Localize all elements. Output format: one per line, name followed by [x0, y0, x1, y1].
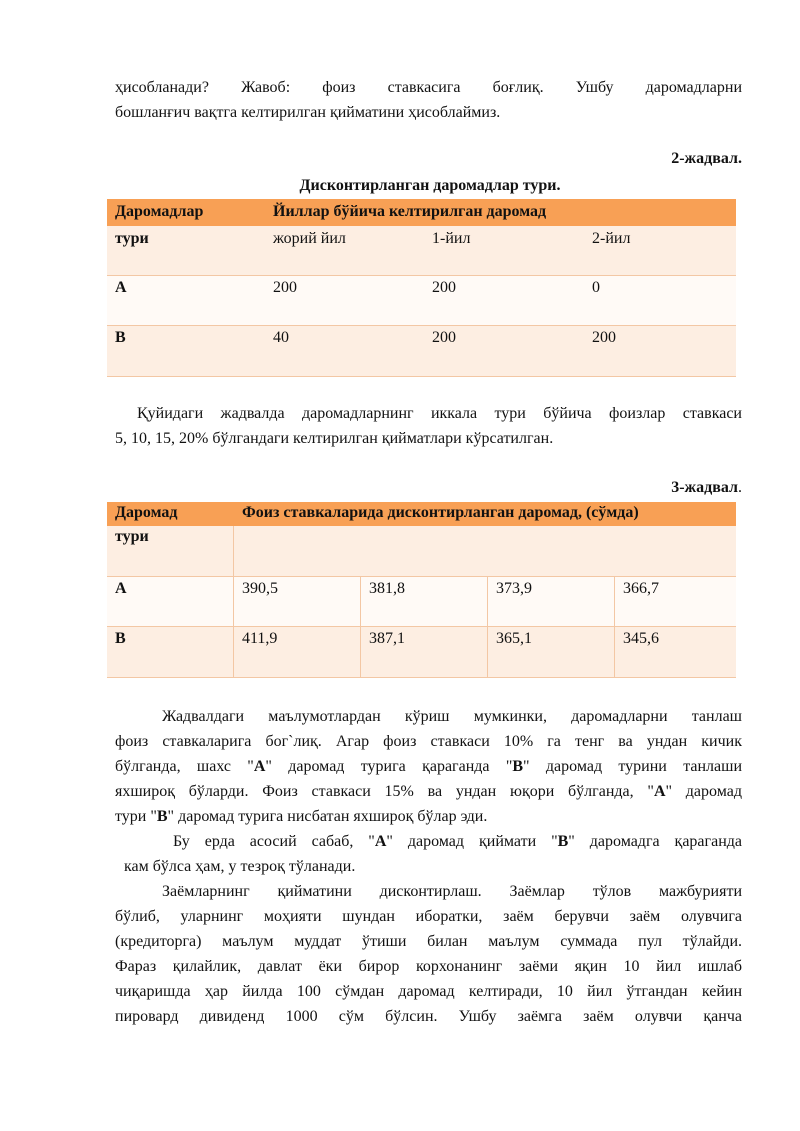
para2-line-1: Бу ерда асосий сабаб, "A" даромад қиймати "B" даромадга қараганда [173, 833, 742, 850]
para3-line-6: пировард дивиденд 1000 сўм бўлсин. Ушбу заёмга заём олувчи қанча [115, 1008, 742, 1025]
row-label: A [115, 580, 127, 597]
table3-header-span: Фоиз ставкаларида дисконтирланган даромад, (сўмда) [242, 504, 639, 521]
para1-line-2: фоиз ставкаларига бог`лиқ. Агар фоиз ставкаси 10% га тенг ва ундан кичик [115, 733, 742, 750]
divider [233, 526, 234, 678]
table-cell: 381,8 [369, 580, 405, 597]
table2-subheader-current: жорий йил [273, 230, 346, 247]
table-cell: 200 [432, 279, 456, 296]
table2-header-type-2: тури [115, 230, 149, 247]
table2-header-type: Даромадлар [115, 203, 204, 220]
table2-header-row [107, 199, 736, 226]
table-row [107, 275, 736, 325]
para2-line-2: кам бўлса ҳам, у тезроқ тўланади. [124, 858, 356, 875]
table-cell: 40 [273, 329, 289, 346]
table2-subheader-year2: 2-йил [592, 230, 631, 247]
row-label: B [115, 630, 126, 647]
table-cell: 345,6 [623, 630, 659, 647]
divider [360, 576, 361, 678]
table3-label: 3-жадвал. [671, 479, 742, 496]
table3 [107, 502, 736, 678]
divider [107, 677, 736, 678]
table2-subheader-year1: 1-йил [432, 230, 471, 247]
intro-line-2: бошланғич вақтга келтирилган қийматини ҳисоблаймиз. [115, 104, 501, 121]
table2-title: Дисконтирланган даромадлар тури. [299, 177, 561, 194]
divider [107, 626, 736, 627]
table3-subheader-row [107, 526, 736, 576]
table2-header-span: Йиллар бўйича келтирилган даромад [273, 203, 547, 220]
divider [107, 576, 736, 577]
para3-line-4: Фараз қилайлик, давлат ёки бирор корхонанинг заёми яқин 10 йил ишлаб [115, 958, 742, 975]
table-cell: 200 [592, 329, 616, 346]
between-line-2: 5, 10, 15, 20% бўлгандаги келтирилган қийматлари кўрсатилган. [115, 430, 554, 447]
para1-line-3: бўлганда, шахс "A" даромад турига қараганда "B" даромад турини танлаши [115, 758, 743, 775]
table-cell: 390,5 [242, 580, 278, 597]
table2 [107, 199, 736, 377]
intro-line-1: ҳисобланади? Жавоб: фоиз ставкасига боғлиқ. Ушбу даромадларни [115, 79, 742, 96]
divider [107, 376, 736, 377]
para3-line-3: (кредиторга) маълум муддат ўтиши билан маълум суммада пул тўлайди. [115, 933, 742, 950]
table-cell: 200 [432, 329, 456, 346]
divider [614, 576, 615, 678]
para3-line-5: чиқаришда ҳар йилда 100 сўмдан даромад келтиради, 10 йил ўтгандан кейин [115, 983, 742, 1000]
divider [107, 325, 736, 326]
table-cell: 411,9 [242, 630, 278, 647]
para1-line-1: Жадвалдаги маълумотлардан кўриш мумкинки, даромадларни танлаш [162, 708, 742, 725]
table-cell: 200 [273, 279, 297, 296]
row-label: B [115, 329, 126, 346]
table-cell: 0 [592, 279, 600, 296]
table2-label: 2-жадвал. [671, 150, 742, 167]
para1-line-4: яхшироқ бўларди. Фоиз ставкаси 15% ва ундан юқори бўлганда, "A" даромад [115, 783, 742, 800]
divider [487, 576, 488, 678]
para3-line-2: бўлиб, уларнинг моҳияти шундан иборатки, заём берувчи заём олувчига [115, 908, 742, 925]
table-row [107, 576, 736, 626]
table-row [107, 325, 736, 377]
para1-line-5: тури "B" даромад турига нисбатан яхшироқ бўлар эди. [115, 808, 488, 825]
table3-header-type: Даромад [115, 504, 178, 521]
table3-header-row [107, 502, 736, 526]
table-cell: 387,1 [369, 630, 405, 647]
table-cell: 373,9 [496, 580, 532, 597]
table-cell: 366,7 [623, 580, 659, 597]
row-label: A [115, 279, 127, 296]
table-row [107, 626, 736, 678]
divider [107, 275, 736, 276]
table2-subheader-row [107, 226, 736, 275]
para3-line-1: Заёмларнинг қийматини дисконтирлаш. Заёмлар тўлов мажбурияти [162, 883, 742, 900]
table3-header-type-2: тури [115, 528, 149, 545]
between-line-1: Қуйидаги жадвалда даромадларнинг иккала тури бўйича фоизлар ставкаси [137, 405, 742, 422]
table-cell: 365,1 [496, 630, 532, 647]
